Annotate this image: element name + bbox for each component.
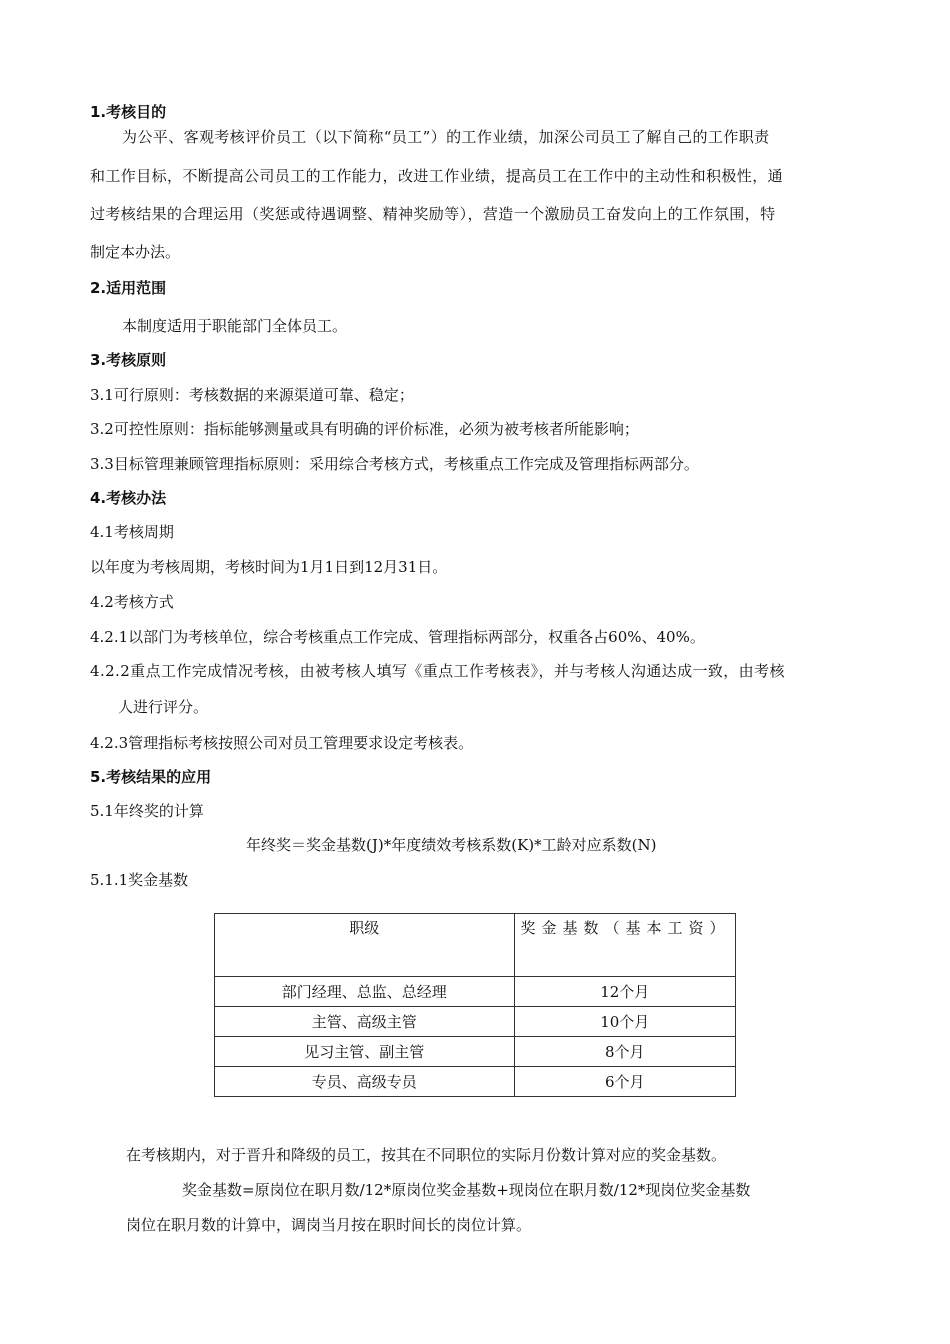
bonus-formula: 年终奖＝奖金基数(J)*年度绩效考核系数(K)*工龄对应系数(N) bbox=[246, 836, 657, 854]
table-header-cell-text: 奖金基数（基本工资） bbox=[520, 919, 731, 937]
table-cell: 8个月 bbox=[514, 1037, 735, 1067]
subsection-5-1: 5.1年终奖的计算 bbox=[90, 802, 204, 820]
section-2-title: 2.适用范围 bbox=[90, 279, 167, 297]
table-cell: 主管、高级主管 bbox=[215, 1007, 515, 1037]
table-cell: 12个月 bbox=[514, 977, 735, 1007]
table-header-cell: 职级 bbox=[215, 914, 515, 977]
table-row bbox=[215, 977, 736, 1007]
table-row bbox=[215, 1007, 736, 1037]
note-bonus-formula: 奖金基数=原岗位在职月数/12*原岗位奖金基数+现岗位在职月数/12*现岗位奖金基数 bbox=[182, 1181, 751, 1199]
subsection-4-2: 4.2考核方式 bbox=[90, 593, 174, 611]
section-5-title: 5.考核结果的应用 bbox=[90, 768, 212, 786]
section-1-line-2: 和工作目标，不断提高公司员工的工作能力，改进工作业绩，提高员工在工作中的主动性和积极性，通 bbox=[90, 167, 784, 185]
section-1-line-3: 过考核结果的合理运用（奖惩或待遇调整、精神奖励等），营造一个激励员工奋发向上的工作氛围，特 bbox=[90, 205, 776, 223]
bonus-base-table bbox=[214, 913, 736, 1097]
subsection-4-2-1: 4.2.1以部门为考核单位，综合考核重点工作完成、管理指标两部分，权重各占60%、40%。 bbox=[90, 628, 705, 646]
table-cell: 见习主管、副主管 bbox=[215, 1037, 515, 1067]
section-3-title: 3.考核原则 bbox=[90, 351, 167, 369]
section-1-title: 1.考核目的 bbox=[90, 103, 167, 121]
subsection-4-2-3: 4.2.3管理指标考核按照公司对员工管理要求设定考核表。 bbox=[90, 734, 474, 752]
principle-item: 3.2可控性原则：指标能够测量或具有明确的评价标准，必须为被考核者所能影响； bbox=[90, 420, 639, 438]
table-cell: 6个月 bbox=[514, 1067, 735, 1097]
note-transfer: 岗位在职月数的计算中，调岗当月按在职时间长的岗位计算。 bbox=[126, 1216, 532, 1234]
section-4-title: 4.考核办法 bbox=[90, 489, 167, 507]
table-row bbox=[215, 1067, 736, 1097]
table-cell: 专员、高级专员 bbox=[215, 1067, 515, 1097]
subsection-4-2-2-line-2: 人进行评分。 bbox=[118, 698, 209, 716]
note-promotion: 在考核期内，对于晋升和降级的员工，按其在不同职位的实际月份数计算对应的奖金基数。 bbox=[126, 1146, 727, 1164]
principle-item: 3.3目标管理兼顾管理指标原则：采用综合考核方式，考核重点工作完成及管理指标两部分。 bbox=[90, 455, 699, 473]
table-row bbox=[215, 1037, 736, 1067]
section-1-line-4: 制定本办法。 bbox=[90, 243, 181, 261]
subsection-5-1-1: 5.1.1奖金基数 bbox=[90, 871, 189, 889]
section-2-text: 本制度适用于职能部门全体员工。 bbox=[122, 317, 348, 335]
principle-item: 3.1可行原则：考核数据的来源渠道可靠、稳定； bbox=[90, 386, 414, 404]
table-cell: 10个月 bbox=[514, 1007, 735, 1037]
table-header-cell bbox=[514, 914, 735, 977]
subsection-4-2-2-line-1: 4.2.2重点工作完成情况考核，由被考核人填写《重点工作考核表》，并与考核人沟通达成一致，由考核 bbox=[90, 662, 785, 680]
table-cell: 部门经理、总监、总经理 bbox=[215, 977, 515, 1007]
subsection-4-1: 4.1考核周期 bbox=[90, 523, 174, 541]
subsection-4-1-text: 以年度为考核周期，考核时间为1月1日到12月31日。 bbox=[90, 558, 448, 576]
section-1-line-1: 为公平、客观考核评价员工（以下简称“员工”）的工作业绩，加深公司员工了解自己的工作职责 bbox=[122, 128, 770, 146]
table-header-row bbox=[215, 914, 736, 977]
